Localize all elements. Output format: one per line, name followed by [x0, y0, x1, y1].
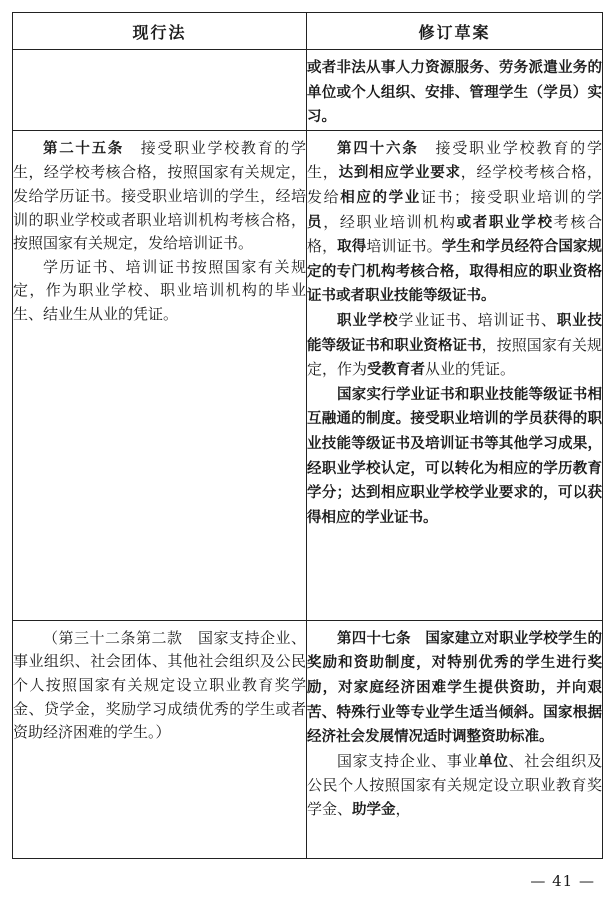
page-number: — 41 — — [530, 872, 595, 890]
clause-text: （第三十二条第二款 国家支持企业、事业组织、社会团体、其他社会组织及公民个人按照国家有关规定设立职业教育奖学金、贷学金，奖励学习成绩优秀的学生或者资助经济困难的学生。） — [13, 628, 306, 742]
header-current-law: 现行法 — [13, 13, 307, 50]
comparison-table — [12, 12, 603, 859]
clause-paragraph — [307, 56, 602, 130]
revised-text: 助学金 — [352, 801, 396, 818]
revised-text: 受教育者 — [367, 362, 426, 379]
revised-text: 学生和学员经符合国家规定的专门机构考核合格，取得相应的职业资格证书或者职业技能等级证书。 — [307, 239, 602, 305]
table-header-row — [13, 13, 603, 50]
revised-text: 职业学校 — [337, 312, 399, 329]
clause-paragraph — [307, 137, 602, 309]
clause-text: 学历证书、培训证书按照国家有关规定，作为职业学校、职业培训机构的毕业生、结业生从业的凭证。 — [13, 257, 306, 323]
clause-paragraph — [307, 750, 602, 823]
revised-text: 员 — [307, 214, 324, 231]
table-row — [13, 130, 603, 620]
clause-text: ，按照国家有关规定，作为 — [307, 335, 602, 379]
clause-text: ，经学校考核合格，发给 — [307, 163, 602, 206]
clause-paragraph — [13, 627, 306, 745]
clause-text: 国家支持企业、事业 — [337, 751, 479, 770]
clause-paragraph — [307, 627, 602, 750]
table-row — [13, 50, 603, 131]
clause-text: 证书；接受职业培训的学 — [420, 187, 602, 206]
revised-text: 国家实行学业证书和职业技能等级证书相互融通的制度。接受职业培训的学员获得的职业技能等级证书及培训证书等其他学习成果，经职业学校认定，可以转化为相应的学历教育学分；达到相应职业学校学业要求的，可以获得相应的学业证书。 — [307, 386, 602, 526]
table-row — [13, 620, 603, 858]
clause-text: 接受职业学校教育的学生， — [307, 138, 602, 182]
revised-text: 取得 — [337, 239, 367, 256]
clause-paragraph — [307, 383, 602, 531]
clause-text: ， — [395, 799, 411, 818]
clause-paragraph — [307, 309, 602, 383]
revised-text: 或者非法从事人力资源服务、劳务派遣业务的单位或个人组织、安排、管理学生（学员）实习。 — [307, 60, 602, 126]
current-law-cell — [13, 620, 307, 858]
clause-text: 学业证书、培训证书、 — [398, 310, 557, 329]
clause-text: ，经职业培训机构 — [323, 212, 457, 231]
revised-text: 相应的学业 — [340, 189, 421, 206]
revised-text: 第四十七条 国家建立对职业学校学生的奖励和资助制度，对特别优秀的学生进行奖励，对家庭经济困难学生提供资助，并向艰苦、特殊行业等专业学生适当倾斜。国家根据经济社会发展情况适时调整资助标准。 — [307, 630, 602, 746]
revised-text: 职业技能等级证书和职业资格证书 — [307, 312, 602, 354]
clause-text: 从业的凭证。 — [425, 360, 516, 379]
clause-text: 、社会组织及公民个人按照国家有关规定设立职业教育奖学金、 — [307, 751, 602, 818]
revised-draft-cell — [307, 130, 603, 620]
clause-text: 接受职业学校教育的学生，经学校考核合格，按照国家有关规定，发给学历证书。接受职业培训的学生，经培训的职业学校或者职业培训机构考核合格，按照国家有关规定，发给培训证书。 — [13, 138, 306, 253]
clause-text: 考核合格， — [307, 212, 603, 256]
clause-paragraph — [13, 137, 306, 256]
revised-draft-cell — [307, 50, 603, 131]
clause-text: 培训证书。 — [366, 237, 442, 256]
clause-paragraph — [13, 256, 306, 327]
revised-text: 达到相应学业要求 — [338, 165, 461, 182]
revised-text: 或者职业学校 — [456, 214, 554, 231]
current-law-cell — [13, 50, 307, 131]
revised-draft-cell — [307, 620, 603, 858]
revised-text: 单位 — [478, 753, 509, 770]
revised-text: 第二十五条 — [43, 140, 124, 157]
header-revised-draft: 修订草案 — [307, 13, 603, 50]
current-law-cell — [13, 130, 307, 620]
revised-text: 第四十六条 — [337, 140, 419, 157]
